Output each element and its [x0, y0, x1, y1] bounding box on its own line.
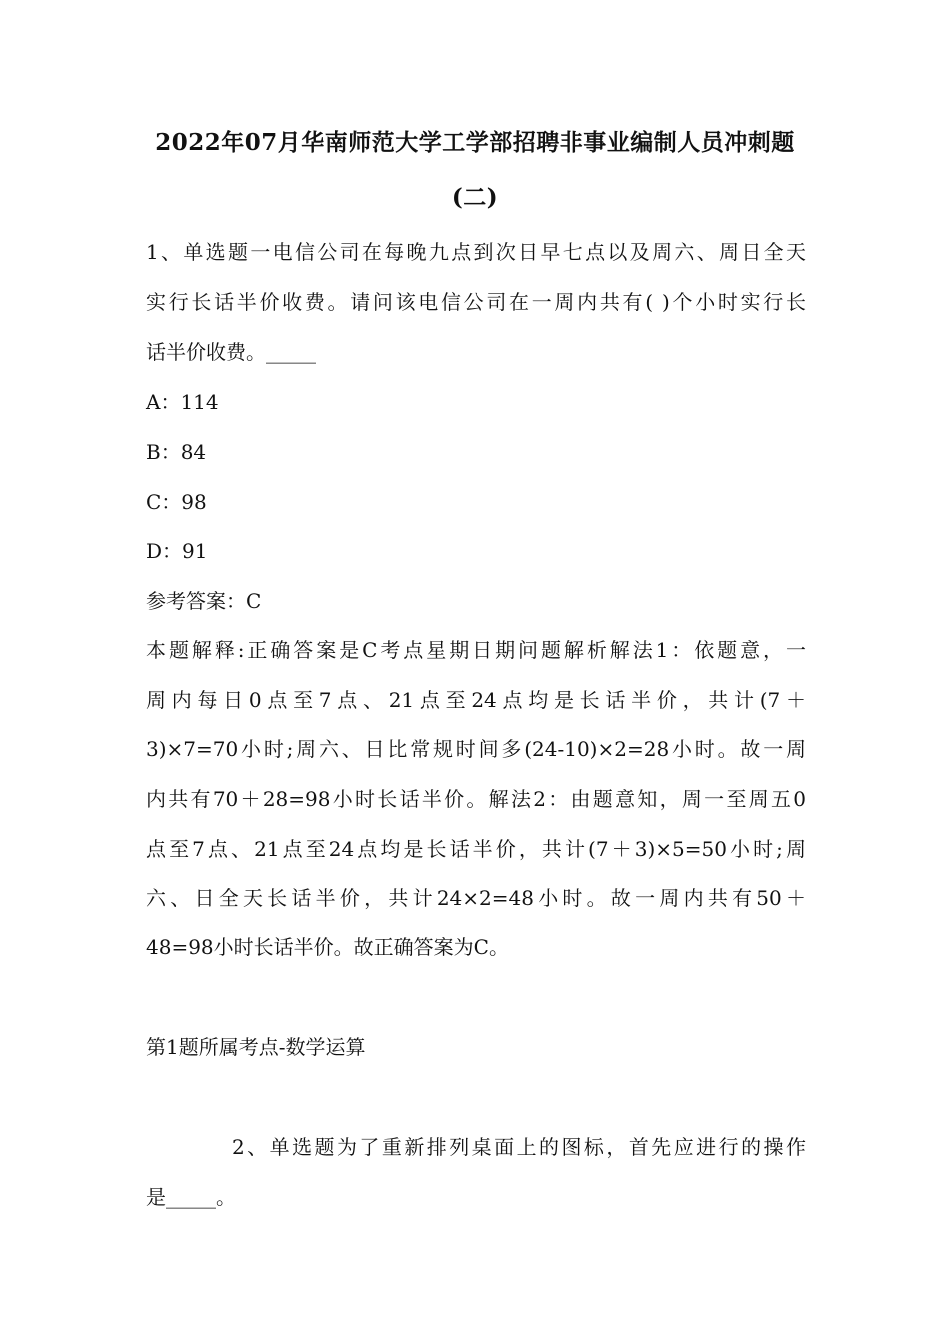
q1-explanation-line-7: 48=98小时长话半价。故正确答案为C。	[146, 935, 509, 959]
q2-stem-line-1: 2、单选题为了重新排列桌面上的图标，首先应进行的操作	[232, 1135, 806, 1159]
q1-topic: 第1题所属考点-数学运算	[146, 1035, 366, 1059]
q1-option-d: D：91	[146, 539, 208, 563]
q1-explanation-line-4: 内共有70＋28=98小时长话半价。解法2：由题意知，周一至周五0	[146, 787, 806, 811]
q1-stem-line-2: 实行长话半价收费。请问该电信公司在一周内共有( )个小时实行长	[146, 290, 806, 314]
q1-option-b: B：84	[146, 440, 207, 464]
q1-explanation-line-5: 点至7点、21点至24点均是长话半价，共计(7＋3)×5=50小时;周	[146, 837, 806, 861]
q1-explanation-line-2: 周内每日0点至7点、21点至24点均是长话半价，共计(7＋	[146, 688, 806, 712]
q1-answer: 参考答案：C	[146, 589, 262, 613]
document-title-continued: (二)	[451, 184, 499, 211]
q1-explanation-line-3: 3)×7=70小时;周六、日比常规时间多(24-10)×2=28小时。故一周	[146, 737, 806, 761]
q1-explanation-line-1: 本题解释:正确答案是C考点星期日期问题解析解法1：依题意，一	[146, 638, 806, 662]
q1-stem-line-1: 1、单选题一电信公司在每晚九点到次日早七点以及周六、周日全天	[146, 240, 806, 264]
q1-option-c: C：98	[146, 490, 207, 514]
q2-stem-line-2: 是_____。	[146, 1185, 236, 1209]
q1-option-a: A：114	[146, 390, 219, 414]
q1-stem-line-3: 话半价收费。_____	[146, 340, 316, 364]
document-title: 2022年07月华南师范大学工学部招聘非事业编制人员冲刺题	[155, 129, 795, 156]
q1-explanation-line-6: 六、日全天长话半价，共计24×2=48小时。故一周内共有50＋	[146, 886, 806, 910]
